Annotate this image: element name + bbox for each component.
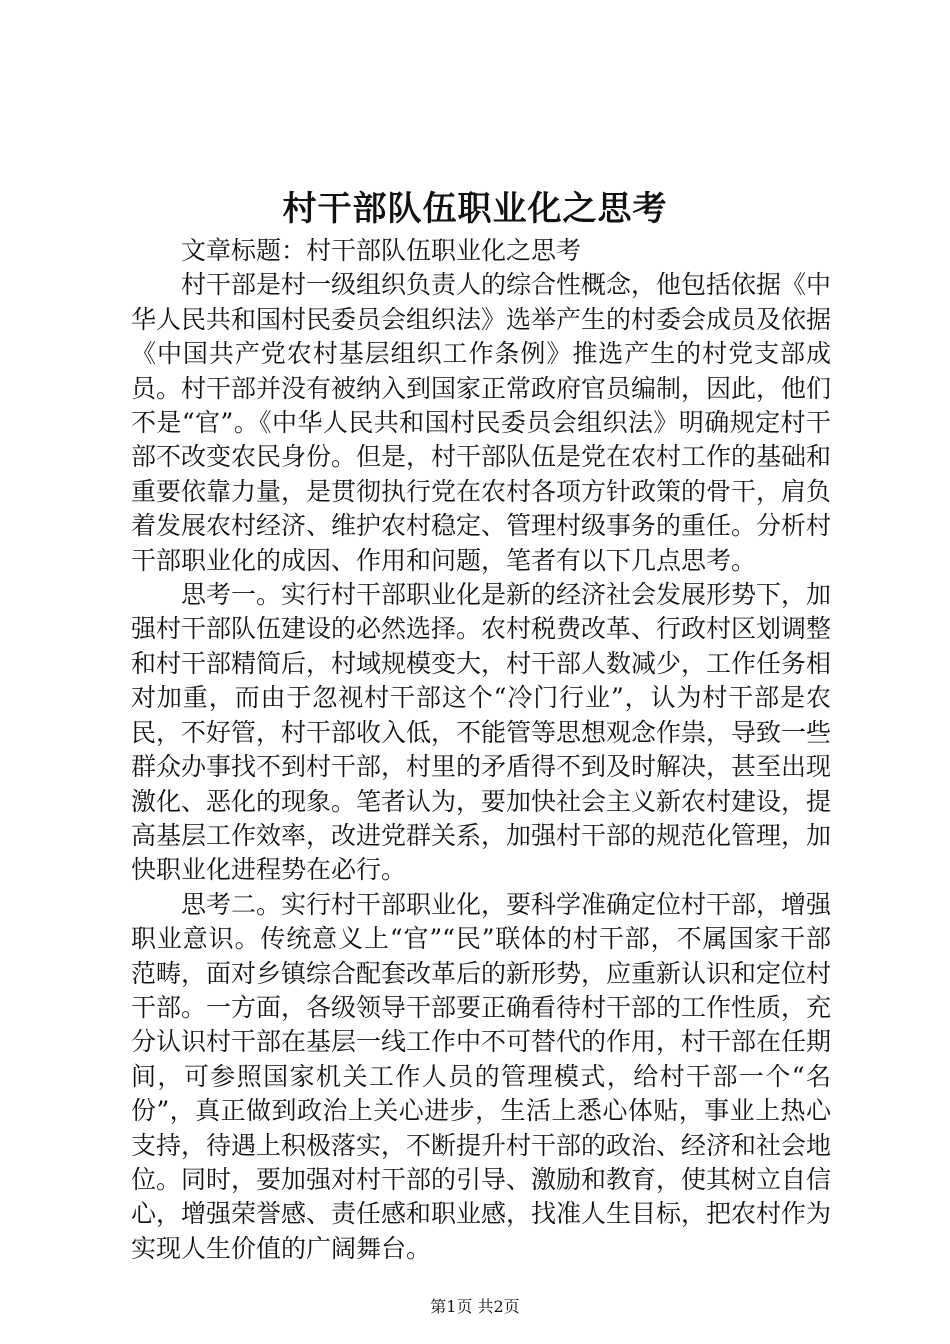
article-title-line: 文章标题：村干部队伍职业化之思考 — [181, 236, 582, 265]
thought-two-paragraph: 思考二。实行村干部职业化，要科学准确定位村干部，增强职业意识。传统意义上“官”“民”联体的村干部，不属国家干部范畴，面对乡镇综合配套改革后的新形势，应重新认识和定位村干部。一方面，各级领导干部要正确看待村干部的工作性质，充分认识村干部在基层一线工作中不可替代的作用，村干部在任期间，可参照国家机关工作人员的管理模式，给村干部一个“名份”，真正做到政治上关心进步，生活上悉心体贴，事业上热心支持，待遇上积极落实，不断提升村干部的政治、经济和社会地位。同时，要加强对村干部的引导、激励和教育，使其树立自信心，增强荣誉感、责任感和职业感，找准人生目标，把农村作为实现人生价值的广阔舞台。 — [131, 889, 832, 1263]
thought-one-paragraph: 思考一。实行村干部职业化是新的经济社会发展形势下，加强村干部队伍建设的必然选择。农村税费改革、行政村区划调整和村干部精简后，村域规模变大，村干部人数减少，工作任务相对加重，而由于忽视村干部这个“冷门行业”，认为村干部是农民，不好管，村干部收入低，不能管等思想观念作祟，导致一些群众办事找不到村干部，村里的矛盾得不到及时解决，甚至出现激化、恶化的现象。笔者认为，要加快社会主义新农村建设，提高基层工作效率，改进党群关系，加强村干部的规范化管理，加快职业化进程势在必行。 — [131, 580, 832, 885]
intro-paragraph: 村干部是村一级组织负责人的综合性概念，他包括依据《中华人民共和国村民委员会组织法》选举产生的村委会成员及依据《中国共产党农村基层组织工作条例》推选产生的村党支部成员。村干部并没有被纳入到国家正常政府官员编制，因此，他们不是“官”。《中华人民共和国村民委员会组织法》明确规定村干部不改变农民身份。但是，村干部队伍是党在农村工作的基础和重要依靠力量，是贯彻执行党在农村各项方针政策的骨干，肩负着发展农村经济、维护农村稳定、管理村级事务的重任。分析村干部职业化的成因、作用和问题，笔者有以下几点思考。 — [131, 270, 832, 575]
page-footer: 第1页 共2页 — [430, 1297, 520, 1316]
document-title: 村干部队伍职业化之思考 — [282, 189, 668, 229]
document-body — [131, 234, 831, 1266]
